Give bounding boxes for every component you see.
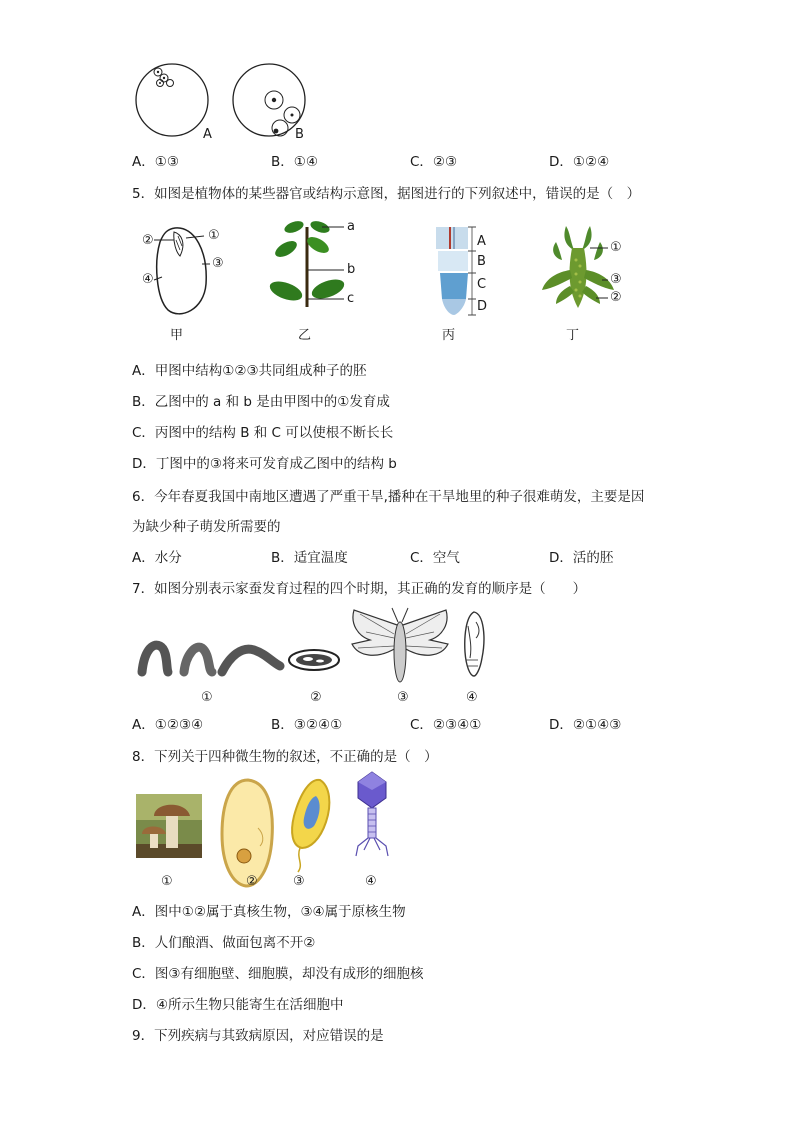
q7-label-3: ③: [397, 690, 409, 705]
bud-label-2: ②: [610, 290, 622, 305]
silk-moth-image: [348, 604, 452, 690]
q9-stem: 9．下列疾病与其致病原因，对应错误的是: [132, 1028, 384, 1044]
bacterium-image: [286, 776, 338, 876]
root-label-b: B: [477, 254, 486, 269]
caption-bing: 丙: [442, 328, 456, 343]
q8-label-3: ③: [293, 874, 305, 889]
bud-label-1: ①: [610, 240, 622, 255]
seedling-diagram: [262, 215, 372, 315]
q4-circle-b-diagram: [232, 62, 322, 152]
virus-bacteriophage-image: [350, 770, 394, 860]
seed-label-1: ①: [208, 228, 220, 243]
q6-option-c[interactable]: C．空气: [410, 550, 460, 566]
q8-option-c[interactable]: C．图③有细胞壁、细胞膜，却没有成形的细胞核: [132, 966, 424, 982]
q4-option-d[interactable]: D．①②④: [549, 154, 610, 170]
seedling-label-c: c: [347, 291, 355, 306]
q8-stem: 8．下列关于四种微生物的叙述，不正确的是（ ）: [132, 749, 438, 765]
q7-option-d[interactable]: D．②①④③: [549, 717, 622, 733]
q8-option-b[interactable]: B．人们酿酒、做面包离不开②: [132, 935, 316, 951]
seedling-label-b: b: [347, 262, 356, 277]
mushroom-image: [136, 794, 202, 858]
q5-option-d[interactable]: D．丁图中的③将来可发育成乙图中的结构 b: [132, 456, 397, 472]
caption-jia: 甲: [170, 328, 184, 343]
q6-option-a[interactable]: A．水分: [132, 550, 182, 566]
q6-option-d[interactable]: D．活的胚: [549, 550, 614, 566]
q4-option-a[interactable]: A．①③: [132, 154, 179, 170]
silkworm-pupa-image: [460, 608, 490, 680]
caption-ding: 丁: [566, 328, 580, 343]
q7-label-1: ①: [201, 690, 213, 705]
q7-option-c[interactable]: C．②③④①: [410, 717, 482, 733]
q5-option-c[interactable]: C．丙图中的结构 B 和 C 可以使根不断长长: [132, 425, 394, 441]
seedling-label-a: a: [347, 219, 355, 234]
q6-stem-line1: 6．今年春夏我国中南地区遭遇了严重干旱,播种在干旱地里的种子很难萌发，主要是因: [132, 489, 645, 505]
seed-label-3: ③: [212, 256, 224, 271]
q7-stem: 7．如图分别表示家蚕发育过程的四个时期，其正确的发育的顺序是（ ）: [132, 581, 587, 597]
q8-option-d[interactable]: D．④所示生物只能寄生在活细胞中: [132, 997, 344, 1013]
q5-stem: 5．如图是植物体的某些器官或结构示意图，据图进行的下列叙述中，错误的是（ ）: [132, 186, 641, 202]
seed-label-2: ②: [142, 233, 154, 248]
root-tip-diagram: [432, 225, 502, 320]
q7-option-b[interactable]: B．③②④①: [271, 717, 343, 733]
silkworm-eggs-image: [286, 646, 342, 676]
silkworm-larva-image: [138, 632, 288, 682]
q8-option-a[interactable]: A．图中①②属于真核生物，③④属于原核生物: [132, 904, 406, 920]
root-label-a: A: [477, 234, 486, 249]
q5-option-b[interactable]: B．乙图中的 a 和 b 是由甲图中的①发育成: [132, 394, 390, 410]
q5-option-a[interactable]: A．甲图中结构①②③共同组成种子的胚: [132, 363, 367, 379]
root-label-d: D: [477, 299, 488, 314]
q7-label-4: ④: [466, 690, 478, 705]
q8-label-2: ②: [246, 874, 258, 889]
q8-label-4: ④: [365, 874, 377, 889]
q6-option-b[interactable]: B．适宜温度: [271, 550, 348, 566]
bud-label-3: ③: [610, 272, 622, 287]
q4-option-b[interactable]: B．①④: [271, 154, 318, 170]
q4-label-a: A: [203, 127, 212, 142]
q6-stem-line2: 为缺少种子萌发所需要的: [132, 519, 281, 535]
q4-label-b: B: [295, 127, 304, 142]
seed-label-4: ④: [142, 272, 154, 287]
q4-option-c[interactable]: C．②③: [410, 154, 458, 170]
root-label-c: C: [477, 277, 487, 292]
q8-label-1: ①: [161, 874, 173, 889]
caption-yi: 乙: [298, 328, 312, 343]
q7-label-2: ②: [310, 690, 322, 705]
q7-option-a[interactable]: A．①②③④: [132, 717, 204, 733]
